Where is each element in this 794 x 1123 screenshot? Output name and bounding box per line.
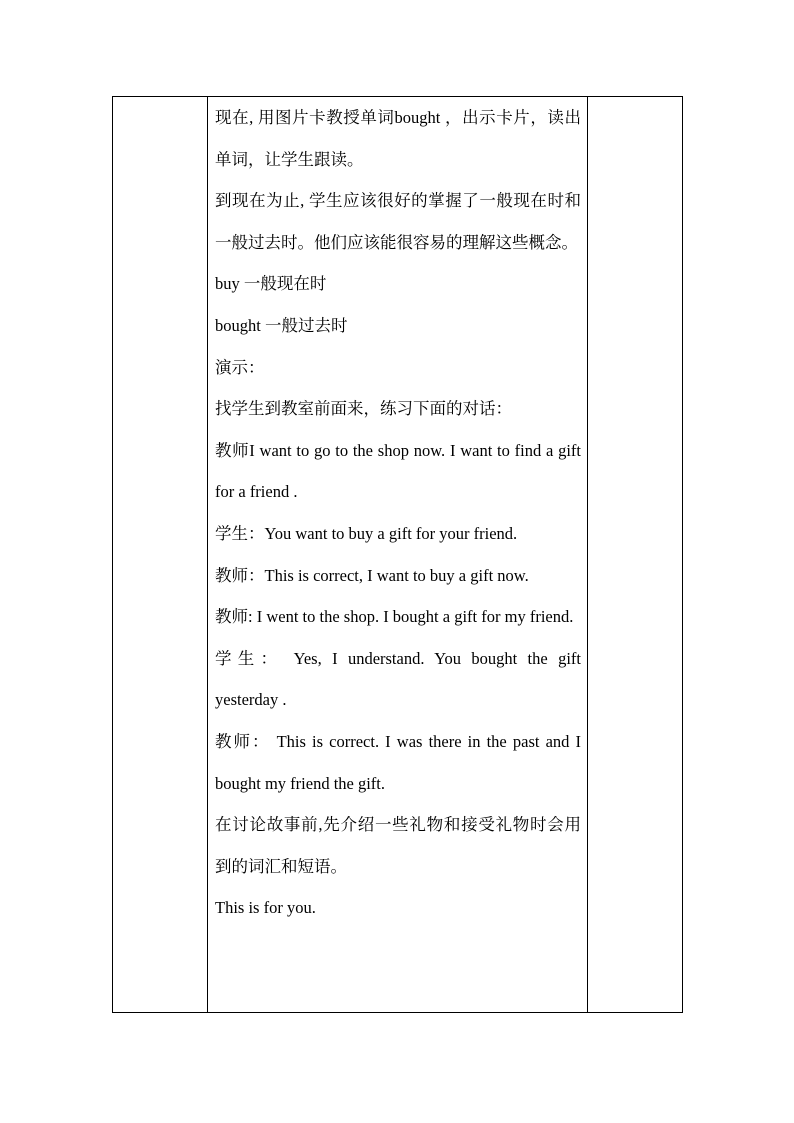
dialogue-line-student-2: 学生： Yes, I understand. You bought the gift yesterday . xyxy=(215,648,581,710)
dialogue-line-student-1: 学生：You want to buy a gift for your friend. xyxy=(215,523,518,543)
paragraph-picture-card-intro: 现在, 用图片卡教授单词bought ，出示卡片，读出单词，让学生跟读。 xyxy=(215,108,581,169)
paragraph-vocabulary-intro: 在讨论故事前,先介绍一些礼物和接受礼物时会用到的词汇和短语。 xyxy=(215,815,581,876)
right-column-cell xyxy=(588,97,683,1013)
paragraph-dialogue-instruction: 找学生到教室前面来，练习下面的对话： xyxy=(215,399,512,419)
dialogue-line-teacher-1: 教师I want to go to the shop now. I want to find a gift for a friend . xyxy=(215,440,581,502)
paragraph-this-is-for-you: This is for you. xyxy=(215,898,316,918)
paragraph-buy-present: buy 一般现在时 xyxy=(215,274,327,294)
lesson-plan-table xyxy=(112,96,683,1013)
table-row xyxy=(113,97,683,1013)
dialogue-line-teacher-3: 教师: I went to the shop. I bought a gift for my friend. xyxy=(215,607,574,627)
paragraph-demo-heading: 演示： xyxy=(215,357,265,377)
left-column-cell xyxy=(113,97,208,1013)
paragraph-bought-past: bought 一般过去时 xyxy=(215,315,348,335)
activity-content xyxy=(208,97,587,929)
dialogue-line-teacher-4: 教师： This is correct. I was there in the past and I bought my friend the gift. xyxy=(215,731,581,793)
paragraph-tense-review: 到现在为止, 学生应该很好的掌握了一般现在时和一般过去时。他们应该能很容易的理解这些概念。 xyxy=(215,191,581,252)
dialogue-line-teacher-2: 教师：This is correct, I want to buy a gift now. xyxy=(215,565,529,585)
activity-content-cell xyxy=(208,97,588,1013)
